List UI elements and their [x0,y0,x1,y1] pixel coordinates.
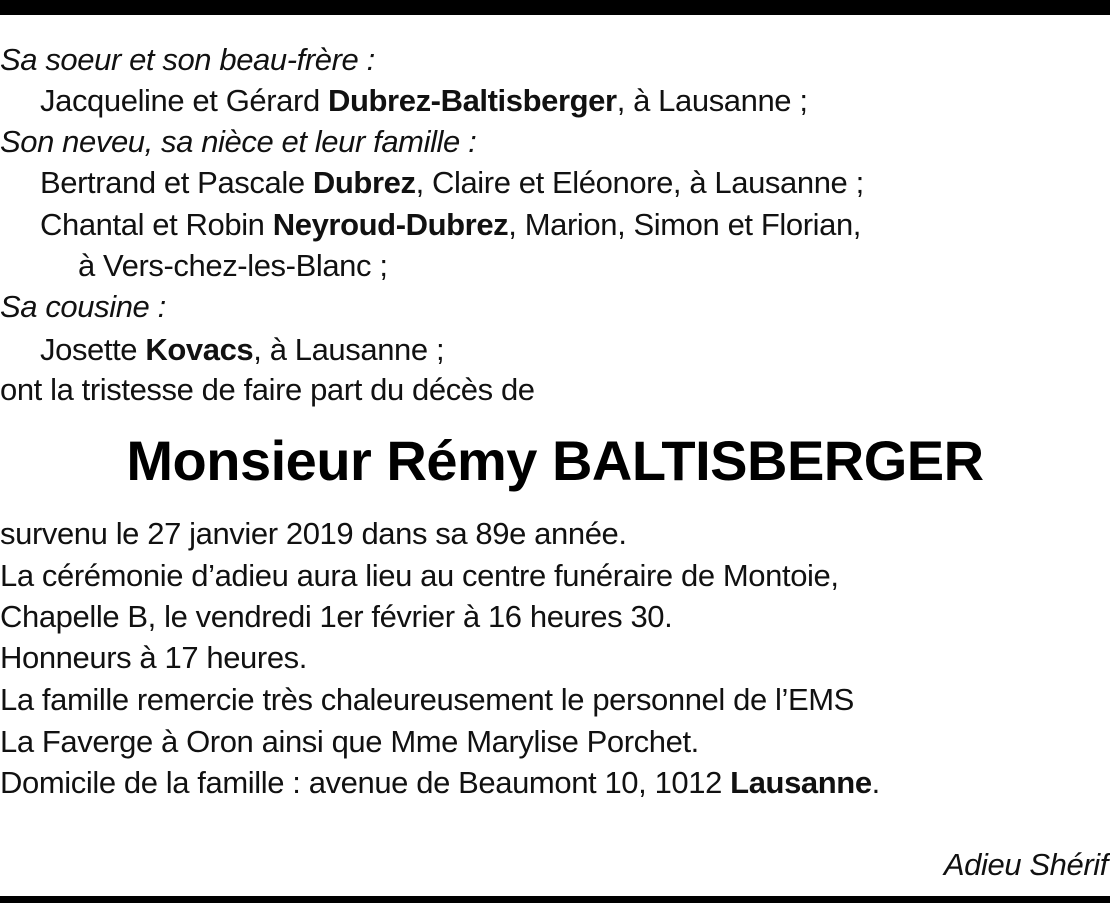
cousin-suffix: , à Lausanne ; [253,332,445,367]
detail-line: La Faverge à Oron ainsi que Mme Marylise Porchet. [0,724,699,759]
sister-prefix: Jacqueline et Gérard [40,83,328,118]
nephew1-suffix: , Claire et Eléonore, à Lausanne ; [415,165,864,200]
cousin-line [40,330,444,370]
section-heading-nephew: Son neveu, sa nièce et leur famille : [0,124,477,159]
nephew1-surname: Dubrez [312,165,416,200]
bottom-rule [0,896,1110,903]
deceased-name: Monsieur Rémy BALTISBERGER [126,429,984,492]
nephew-line-1 [40,163,864,203]
detail-line: survenu le 27 janvier 2019 dans sa 89e année. [0,516,627,551]
top-rule [0,0,1110,15]
detail-line: Honneurs à 17 heures. [0,640,307,675]
closing-signature: Adieu Shérif [943,847,1108,882]
section-heading-sister: Sa soeur et son beau-frère : [0,42,375,77]
cousin-prefix: Josette [40,332,146,367]
address-line [0,763,880,803]
detail-line: La famille remercie très chaleureusement le personnel de l’EMS [0,682,854,717]
detail-line: Chapelle B, le vendredi 1er février à 16 heures 30. [0,599,673,634]
nephew1-prefix: Bertrand et Pascale [40,165,313,200]
address-city: Lausanne [730,765,872,800]
nephew-line-2-continued: à Vers-chez-les-Blanc ; [78,248,388,283]
announcement-line: ont la tristesse de faire part du décès de [0,372,535,407]
sister-suffix: , à Lausanne ; [616,83,808,118]
nephew2-prefix: Chantal et Robin [40,207,273,242]
nephew2-suffix: , Marion, Simon et Florian, [508,207,862,242]
detail-line: La cérémonie d’adieu aura lieu au centre funéraire de Montoie, [0,558,839,593]
address-suffix: . [871,765,880,800]
section-heading-cousin: Sa cousine : [0,289,166,324]
address-prefix: Domicile de la famille : avenue de Beaumont 10, 1012 [0,765,731,800]
nephew-line-2 [40,205,861,245]
sister-surname: Dubrez-Baltisberger [328,83,617,118]
sister-line [40,81,808,121]
cousin-surname: Kovacs [145,332,254,367]
nephew2-surname: Neyroud-Dubrez [272,207,509,242]
